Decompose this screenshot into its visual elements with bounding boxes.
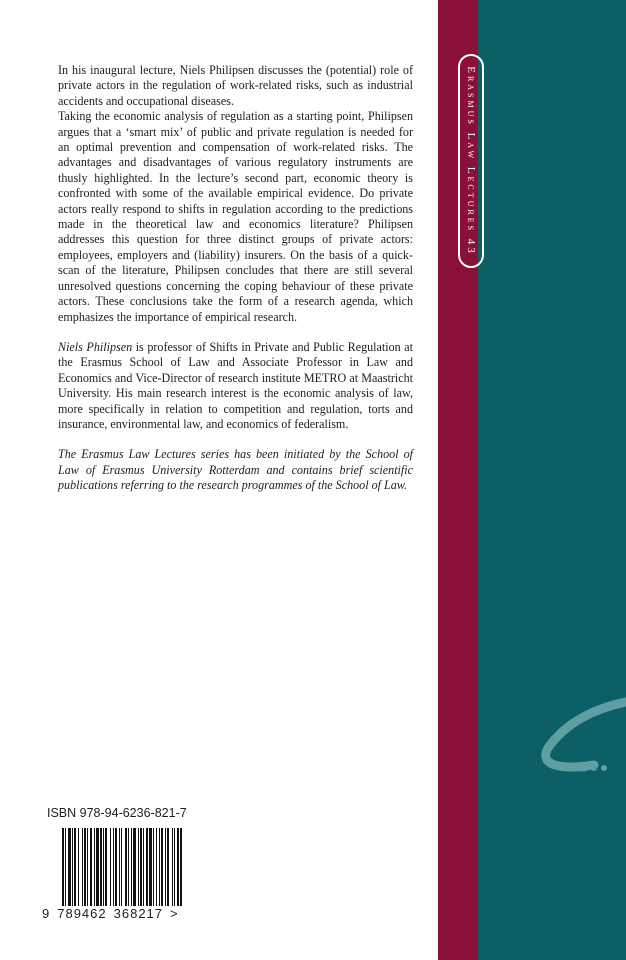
barcode-bar — [119, 828, 120, 906]
barcode-bar — [161, 828, 163, 906]
barcode-bar — [159, 828, 160, 906]
back-cover-text — [58, 63, 413, 494]
barcode-bar — [131, 828, 132, 906]
barcode-bar — [125, 828, 127, 906]
author-name: Niels Philipsen — [58, 339, 133, 354]
barcode-bar — [128, 828, 129, 906]
barcode-bar — [153, 828, 154, 906]
teal-side-panel — [478, 0, 626, 960]
barcode-bar — [84, 828, 86, 906]
barcode-bar — [68, 828, 71, 906]
series-label: Erasmus Law Lectures 43 — [465, 66, 477, 256]
blurb-paragraph-main: Taking the economic analysis of regulation as a starting point, Philipsen argues that a ‘smart mix’ of public and private regulation is needed for an optimal prevention and compensation of work-related risks. The advantages and disadvantages of various regulatory instruments are thusly highlighted. In the lecture’s second part, economic theory is confronted with some of the available empirical evidence. Do private actors really respond to shifts in regulation according to the predictions made in the theoretical law and economics literature? Philipsen addresses this question for three distinct groups of private actors: employees, employers and (liability) insurers. On the basis of a quick-scan of the literature, Philipsen concludes that there are still several unresolved questions concerning the coping behaviour of these private actors. These conclusions take the form of a research agenda, which emphasizes the importance of empirical research. — [58, 109, 413, 324]
barcode-bar — [146, 828, 148, 906]
isbn-label: ISBN 978-94-6236-821-7 — [47, 806, 187, 820]
barcode-bar — [90, 828, 92, 906]
barcode-bar — [156, 828, 157, 906]
barcode-bar — [133, 828, 136, 906]
barcode-bar — [172, 828, 173, 906]
barcode-digit-group-1: 789462 — [57, 906, 107, 921]
barcode-bar — [115, 828, 117, 906]
barcode-bar — [103, 828, 104, 906]
barcode-bar — [110, 828, 111, 906]
barcode-bar — [62, 828, 64, 906]
barcode-end-marker: > — [170, 906, 179, 921]
barcode-bar — [143, 828, 144, 906]
barcode-bar — [138, 828, 139, 906]
barcode-bar — [105, 828, 107, 906]
author-bio-text: is professor of Shifts in Private and Public Regulation at the Erasmus School of Law and Associate Professor in Law and Economics and Vice-Director of research institute METRO at Maastricht University. His main research interest is the economic analysis of law, more specifically in relation to competition and regulation, torts and insurance, environmental law, and economics of federalism. — [58, 339, 413, 431]
series-label-pill — [458, 54, 484, 268]
barcode-bars — [62, 828, 182, 906]
barcode-bar — [100, 828, 102, 906]
barcode-bar — [167, 828, 169, 906]
barcode-bar — [96, 828, 99, 906]
barcode-bar — [165, 828, 166, 906]
series-note-paragraph: The Erasmus Law Lectures series has been initiated by the School of Law of Erasmus University Rotterdam and contains brief scientific publications referring to the research programmes of the School of Law. — [58, 447, 413, 493]
barcode-digit-group-2: 368217 — [113, 906, 164, 921]
barcode-bar — [140, 828, 142, 906]
barcode-bar — [72, 828, 73, 906]
barcode-bar — [94, 828, 95, 906]
barcode-lead-digit: 9 — [42, 906, 51, 921]
barcode-bar — [74, 828, 76, 906]
barcode-bar — [87, 828, 88, 906]
barcode-bar — [177, 828, 179, 906]
barcode-bar — [82, 828, 83, 906]
barcode-bar — [174, 828, 175, 906]
author-bio-paragraph — [58, 340, 413, 432]
barcode-bar — [149, 828, 152, 906]
barcode-bar — [78, 828, 79, 906]
barcode-digits — [42, 906, 208, 921]
barcode-bar — [113, 828, 114, 906]
barcode-bar — [180, 828, 182, 906]
barcode-bar — [65, 828, 66, 906]
swoosh-decoration-icon — [478, 0, 626, 960]
barcode — [40, 828, 208, 926]
barcode-bar — [121, 828, 122, 906]
blurb-paragraph-intro: In his inaugural lecture, Niels Philipsen discusses the (potential) role of private actors in the regulation of work-related risks, such as industrial accidents and occupational diseases. — [58, 63, 413, 108]
